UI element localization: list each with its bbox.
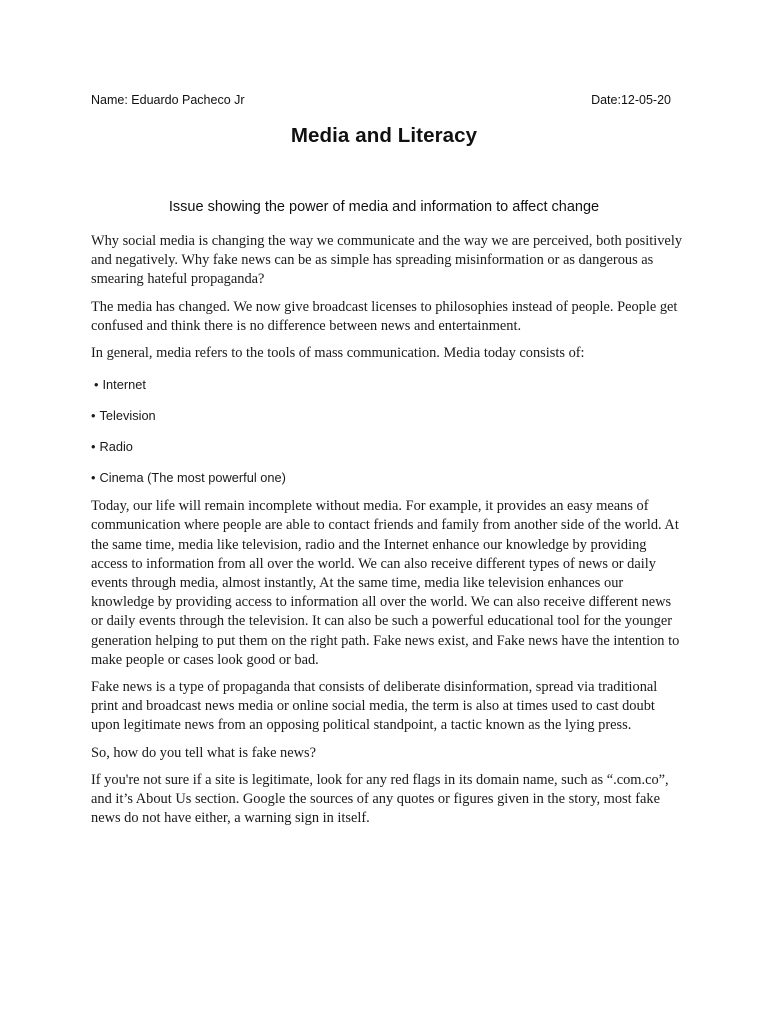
list-item-label: Cinema (The most powerful one) [99, 470, 286, 486]
bullet-marker: • [91, 408, 96, 424]
paragraph-advice: If you're not sure if a site is legitimate, look for any red flags in its domain name, such as “.com.co”, and it’s About Us section. Google the sources of any quotes or figures given in the story, most fake news do not have either, a warning sign in itself. [91, 771, 669, 827]
list-item [91, 437, 683, 456]
paragraph-media-definition: In general, media refers to the tools of mass communication. Media today consists of: [91, 345, 585, 362]
list-item-label: Radio [99, 439, 133, 455]
document-header [91, 93, 671, 113]
paragraph-question: So, how do you tell what is fake news? [91, 744, 317, 761]
paragraph-media-importance: Today, our life will remain incomplete without media. For example, it provides an easy means of communication where people are able to contact friends and family from another side of the world. At the same time, media like television, radio and the Internet enhance our knowledge by providing access to information from all over the world. We can also receive different types of news or daily events through media, almost instantly, At the same time, media like television enhances our knowledge by providing access to information all over the world. We can also receive different news or daily events through the television. It can also be such a powerful educational tool for the younger generation helping to put them on the right path. Fake news exist, and Fake news have the intention to make people or cases look good or bad. [91, 498, 680, 668]
document-subtitle: Issue showing the power of media and information to affect change [168, 199, 600, 215]
list-item-label: Television [99, 408, 156, 424]
document-title: Media and Literacy [290, 124, 478, 147]
paragraph-media-changed: The media has changed. We now give broadcast licenses to philosophies instead of people. People get confused and think there is no difference between news and entertainment. [91, 298, 678, 334]
list-item [91, 375, 683, 394]
media-types-list [91, 375, 683, 487]
bullet-marker: • [91, 439, 96, 455]
document-date: Date:12-05-20 [591, 93, 671, 107]
paragraph-fake-news-definition: Fake news is a type of propaganda that consists of deliberate disinformation, spread via traditional print and broadcast news media or online social media, the term is also at times used to cast doubt upon legitimate news from an opposing political standpoint, a tactic known as the lying press. [91, 679, 658, 734]
list-item [91, 406, 683, 425]
list-item-label: Internet [102, 377, 146, 393]
bullet-marker: • [91, 470, 96, 486]
document-body [91, 232, 683, 836]
paragraph-intro: Why social media is changing the way we communicate and the way we are perceived, both positively and negatively. Why fake news can be as simple has spreading misinformation or as dangerous as smearing hateful propaganda? [91, 233, 683, 288]
list-item [91, 468, 683, 487]
bullet-marker: • [94, 377, 99, 393]
author-name: Name: Eduardo Pacheco Jr [91, 93, 245, 107]
